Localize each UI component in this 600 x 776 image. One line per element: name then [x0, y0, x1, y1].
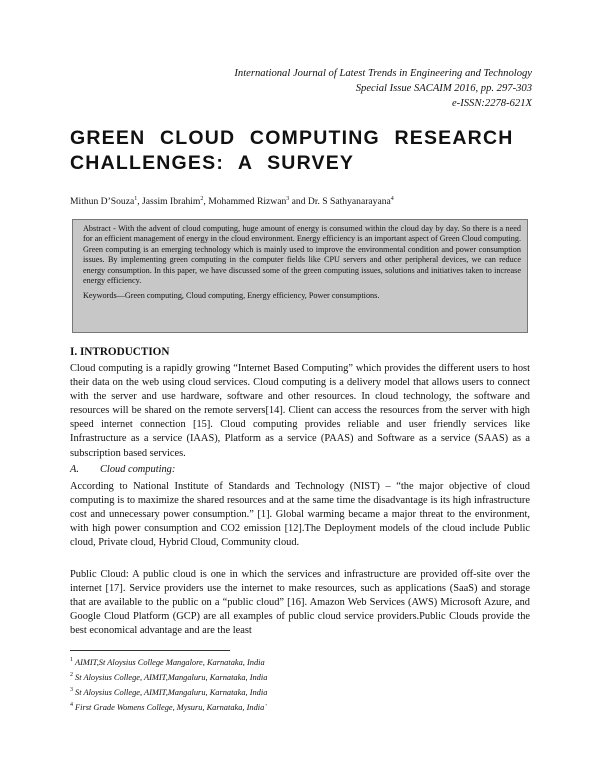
footnote-mark: 1 — [70, 657, 73, 663]
footnote-text: St Aloysius College, AIMIT,Mangaluru, Karnataka, India — [75, 687, 268, 697]
body-paragraph: Public Cloud: A public cloud is one in which the services and infrastructure are provided off-site over the internet [17]. Service providers use the internet to make resources, such as applications (SaaS) and storage that are available to the public on a “public cloud” [16]. Amazon Web Services (AWS) Microsoft Azure, and Google Cloud Platform (GCP) are all examples of public cloud service providers.Public Clouds provide the best economical advantage and are the least — [70, 569, 530, 637]
author-name: Jassim Ibrahim — [142, 196, 201, 208]
author-name: Dr. S Sathyanarayana — [307, 196, 391, 208]
footnote-item — [70, 669, 490, 684]
footnote-item — [70, 654, 490, 669]
journal-issn: e-ISSN:2278-621X — [451, 98, 532, 109]
footnote-mark: 2 — [70, 672, 73, 678]
paper-title-line-2: CHALLENGES: A SURVEY — [70, 152, 355, 174]
abstract-text: Abstract - With the advent of cloud computing, huge amount of energy is consumed within the cloud day by day. So there is a need for an efficient management of energy in the cloud environment. Energy efficiency is an important aspect of Green Cloud computing. Green computing is an emerging technology which is mainly used to improve the environmental condition and power consumption issues. By implementing green computing in the computer fields like CPU servers and other peripheral devices, we can reduce energy consumption. In this paper, we have discussed some of the green computing issues, solutions and initiatives taken to increase energy efficiency. — [83, 224, 521, 286]
footnote-text: First Grade Womens College, Mysuru, Karnataka, India` — [75, 702, 268, 712]
abstract-box — [72, 219, 528, 333]
footnote-text: St Aloysius College, AIMIT,Mangaluru, Karnataka, India — [75, 672, 268, 682]
journal-header — [132, 66, 532, 111]
author-name: Mohammed Rizwan — [208, 196, 287, 208]
author-list — [70, 196, 394, 207]
body-paragraph: Cloud computing is a rapidly growing “Internet Based Computing” which provides the different users to host their data on the web using cloud services. Cloud computing is a delivery model that allows users to connect with the server and use hardware, software and other resources. In cloud technology, the software and resources will be shared on the remote servers[14]. Client can access the resources from the server with high speed internet connection [15]. Cloud computing provides reliable and user friendly services like Infrastructure as a service (IAAS), Platform as a service (PAAS) and Software as a service (SAAS) as a subscription based services. — [70, 363, 530, 459]
subsection-title: Cloud computing: — [100, 464, 176, 475]
footnotes — [70, 654, 490, 714]
footnote-item — [70, 684, 490, 699]
keywords: Keywords—Green computing, Cloud computing, Energy efficiency, Power consumptions. — [83, 291, 380, 301]
author-affiliation-mark: 3 — [286, 196, 290, 202]
author-separator: , — [137, 196, 143, 208]
footnote-item — [70, 699, 490, 714]
author-separator: , — [203, 196, 209, 208]
author-affiliation-mark: 1 — [134, 196, 138, 202]
author-affiliation-mark: 2 — [200, 196, 204, 202]
journal-issue: Special Issue SACAIM 2016, pp. 297-303 — [355, 83, 532, 94]
subsection-heading-cloud-computing — [70, 464, 175, 475]
paper-title — [70, 126, 540, 176]
author-name: Mithun D’Souza — [70, 196, 135, 208]
section-heading-introduction: I. INTRODUCTION — [70, 346, 170, 358]
footnote-divider — [70, 650, 230, 651]
author-affiliation-mark: 4 — [390, 196, 394, 202]
footnote-mark: 4 — [70, 702, 73, 708]
footnote-text: AIMIT,St Aloysius College Mangalore, Karnataka, India — [75, 657, 265, 667]
paper-title-line-1: GREEN CLOUD COMPUTING RESEARCH — [70, 127, 514, 149]
subsection-number: A. — [70, 464, 79, 475]
journal-name: International Journal of Latest Trends in Engineering and Technology — [234, 68, 532, 79]
author-separator: and — [289, 196, 308, 208]
body-paragraph: According to National Institute of Standards and Technology (NIST) – “the major objective of cloud computing is to maximize the shared resources and at the same time the disadvantage is its high infrastructure cost and unnecessary power consumption.” [1]. Global warming became a major threat to the environment, with high power consumption and CO2 emission [12].The Deployment models of the cloud include Public cloud, Private cloud, Hybrid Cloud, Community cloud. — [70, 481, 530, 549]
footnote-mark: 3 — [70, 687, 73, 693]
